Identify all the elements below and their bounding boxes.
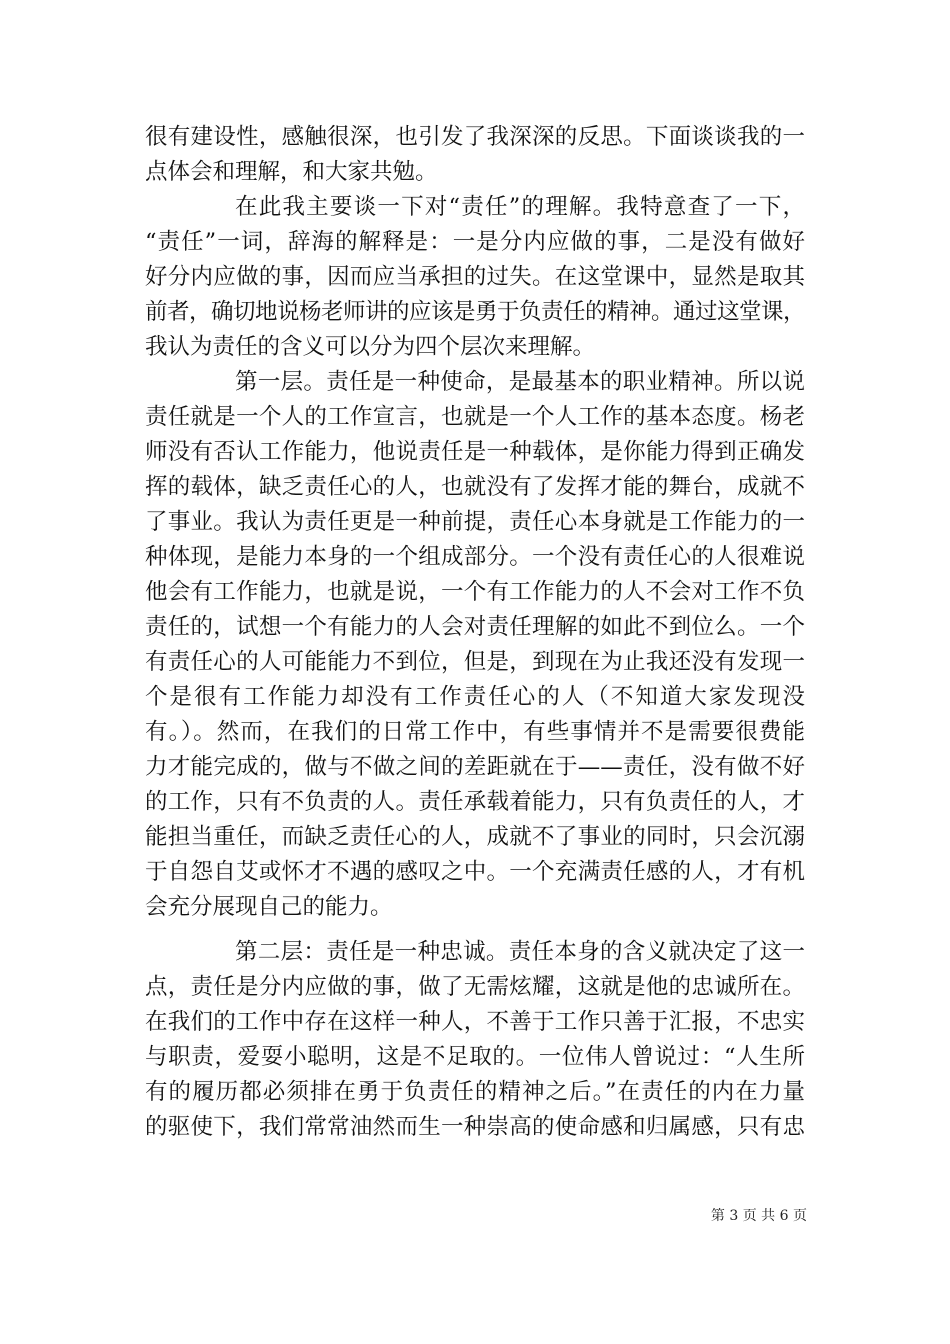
page-number-footer: 第 3 页 共 6 页: [710, 1208, 807, 1224]
paragraph-4: [145, 935, 805, 1145]
text-line: 种体现，是能力本身的一个组成部分。一个没有责任心的人很难说: [145, 544, 805, 570]
text-line: 责任的，试想一个有能力的人会对责任理解的如此不到位么。一个: [145, 614, 805, 640]
text-line: 好分内应做的事，因而应当承担的过失。在这堂课中，显然是取其: [145, 264, 805, 290]
text-line: 师没有否认工作能力，他说责任是一种载体，是你能力得到正确发: [145, 439, 805, 465]
paragraph-1: [145, 120, 805, 190]
text-line: 点体会和理解，和大家共勉。: [145, 159, 438, 185]
text-line: 我认为责任的含义可以分为四个层次来理解。: [145, 334, 596, 360]
text-line: 第一层。责任是一种使命，是最基本的职业精神。所以说: [235, 369, 805, 395]
text-line: 第二层：责任是一种忠诚。责任本身的含义就决定了这一: [235, 939, 805, 965]
text-line: 个是很有工作能力却没有工作责任心的人（不知道大家发现没: [145, 684, 805, 710]
text-line: 他会有工作能力，也就是说，一个有工作能力的人不会对工作不负: [145, 579, 805, 605]
text-line: 有。）。然而，在我们的日常工作中，有些事情并不是需要很费能: [145, 719, 805, 745]
paragraph-gap: [145, 925, 805, 935]
text-line: 责任就是一个人的工作宣言，也就是一个人工作的基本态度。杨老: [145, 404, 805, 430]
text-line: 的驱使下，我们常常油然而生一种崇高的使命感和归属感，只有忠: [145, 1114, 805, 1140]
text-line: 在此我主要谈一下对“责任”的理解。我特意查了一下，: [235, 194, 805, 220]
text-line: “责任”一词，辞海的解释是：一是分内应做的事，二是没有做好: [145, 229, 805, 255]
text-line: 会充分展现自己的能力。: [145, 894, 393, 920]
paragraph-3: [145, 365, 805, 925]
text-line: 能担当重任，而缺乏责任心的人，成就不了事业的同时，只会沉溺: [145, 824, 805, 850]
document-body: [145, 120, 805, 1145]
text-line: 在我们的工作中存在这样一种人，不善于工作只善于汇报，不忠实: [145, 1009, 805, 1035]
text-line: 前者，确切地说杨老师讲的应该是勇于负责任的精神。通过这堂课，: [145, 299, 806, 325]
paragraph-2: [145, 190, 805, 365]
text-line: 与职责，爱耍小聪明，这是不足取的。一位伟人曾说过：“人生所: [145, 1044, 805, 1070]
text-line: 挥的载体，缺乏责任心的人，也就没有了发挥才能的舞台，成就不: [145, 474, 805, 500]
text-line: 力才能完成的，做与不做之间的差距就在于——责任，没有做不好: [145, 754, 805, 780]
text-line: 很有建设性，感触很深，也引发了我深深的反思。下面谈谈我的一: [145, 124, 805, 150]
text-line: 有责任心的人可能能力不到位，但是，到现在为止我还没有发现一: [145, 649, 805, 675]
text-line: 有的履历都必须排在勇于负责任的精神之后。”在责任的内在力量: [145, 1079, 805, 1105]
text-line: 了事业。我认为责任更是一种前提，责任心本身就是工作能力的一: [145, 509, 805, 535]
text-line: 点，责任是分内应做的事，做了无需炫耀，这就是他的忠诚所在。: [145, 974, 805, 1000]
text-line: 于自怨自艾或怀才不遇的感叹之中。一个充满责任感的人，才有机: [145, 859, 805, 885]
text-line: 的工作，只有不负责的人。责任承载着能力，只有负责任的人，才: [145, 789, 805, 815]
